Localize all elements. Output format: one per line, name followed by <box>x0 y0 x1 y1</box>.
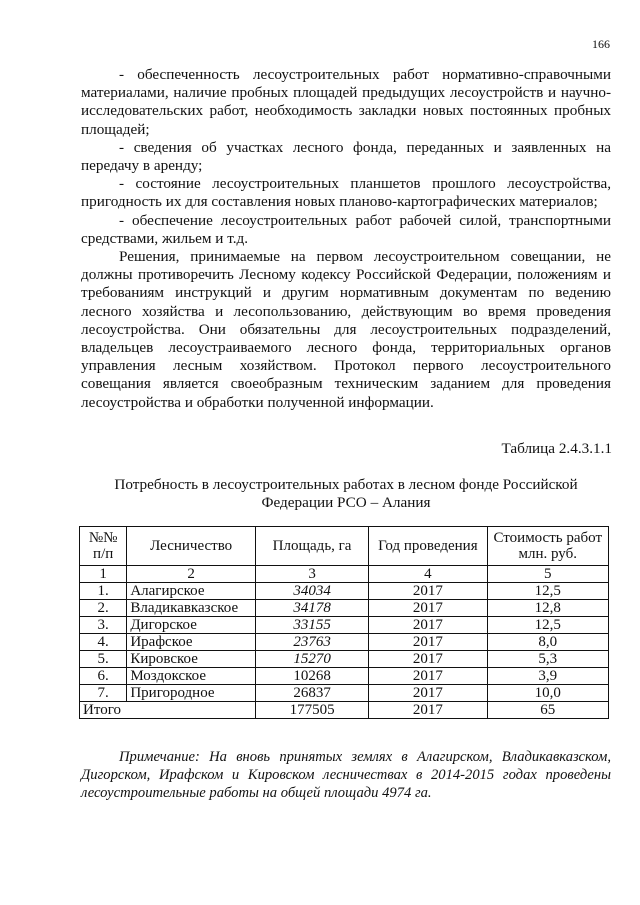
row-cost: 12,5 <box>487 583 608 600</box>
column-number: 1 <box>80 566 127 583</box>
row-year: 2017 <box>369 617 487 634</box>
table-row <box>80 600 609 617</box>
row-cost: 10,0 <box>487 685 608 702</box>
table-caption-line: Потребность в лесоустроительных работах в лесном фонде Российской <box>114 476 578 493</box>
row-year: 2017 <box>369 634 487 651</box>
row-cost: 12,8 <box>487 600 608 617</box>
header-num-line1: №№ <box>88 530 118 546</box>
table-note <box>81 748 611 802</box>
row-area: 33155 <box>255 617 368 634</box>
row-cost: 5,3 <box>487 651 608 668</box>
row-num: 1. <box>80 583 127 600</box>
total-label: Итого <box>80 702 256 719</box>
header-num-line2: п/п <box>93 546 114 562</box>
total-area: 177505 <box>255 702 368 719</box>
table-row <box>80 651 609 668</box>
column-number: 2 <box>127 566 256 583</box>
row-year: 2017 <box>369 600 487 617</box>
table-caption-line: Федерации РСО – Алания <box>261 494 431 511</box>
table-row <box>80 668 609 685</box>
row-area: 15270 <box>255 651 368 668</box>
note-text: Примечание: На вновь принятых землях в Алагирском, Владикавказском, Дигорском, Ирафском и Кировском лесничествах в 2014-2015 годах проведены лесоустроительные работы на общей площади 4974 га. <box>81 749 611 801</box>
table-row <box>80 685 609 702</box>
row-area: 23763 <box>255 634 368 651</box>
row-area: 10268 <box>255 668 368 685</box>
row-cost: 8,0 <box>487 634 608 651</box>
row-forestry: Кировское <box>127 651 256 668</box>
row-num: 4. <box>80 634 127 651</box>
table-label: Таблица 2.4.3.1.1 <box>501 440 612 457</box>
header-cost <box>487 527 608 566</box>
row-year: 2017 <box>369 583 487 600</box>
table-row <box>80 583 609 600</box>
row-cost: 12,5 <box>487 617 608 634</box>
header-year: Год проведения <box>369 527 487 566</box>
row-forestry: Алагирское <box>127 583 256 600</box>
header-cost-line2: млн. руб. <box>518 546 577 562</box>
paragraph: - сведения об участках лесного фонда, переданных и заявленных на передачу в аренду; <box>81 138 611 175</box>
header-area: Площадь, га <box>255 527 368 566</box>
row-num: 5. <box>80 651 127 668</box>
header-forestry: Лесничество <box>127 527 256 566</box>
paragraph: - обеспеченность лесоустроительных работ нормативно-справочными материалами, наличие пробных площадей предыдущих лесоустройств и научно-исследовательских работ, необходимость закладки новых постоянных пробных площадей; <box>81 66 611 138</box>
row-area: 34034 <box>255 583 368 600</box>
body-text <box>81 66 611 412</box>
header-num <box>80 527 127 566</box>
row-cost: 3,9 <box>487 668 608 685</box>
table-header-row <box>80 527 609 566</box>
page-number: 166 <box>592 37 610 51</box>
header-cost-line1: Стоимость работ <box>493 530 603 546</box>
column-number: 4 <box>369 566 487 583</box>
paragraph: - обеспечение лесоустроительных работ рабочей силой, транспортными средствами, жильем и т.д. <box>81 211 611 247</box>
row-area: 26837 <box>255 685 368 702</box>
row-forestry: Ирафское <box>127 634 256 651</box>
column-number-row <box>80 566 609 583</box>
table-caption <box>81 476 611 512</box>
table-total-row <box>80 702 609 719</box>
row-year: 2017 <box>369 668 487 685</box>
paragraph: Решения, принимаемые на первом лесоустроительном совещании, не должны противоречить Лесному кодексу Российской Федерации, положениям и требованиям инструкций и другим нормативным документам по ведению лесного хозяйства и лесопользованию, действующим во время проведения лесоустройства. Они обязательны для лесоустроительных подразделений, владельцев лесоустраиваемого лесного фонда, территориальных органов управления лесным хозяйством. Протокол первого лесоустроительного совещания является своеобразным техническим заданием для проведения лесоустройства и обработки полученной информации. <box>81 248 611 411</box>
row-year: 2017 <box>369 651 487 668</box>
row-num: 6. <box>80 668 127 685</box>
row-year: 2017 <box>369 685 487 702</box>
row-area: 34178 <box>255 600 368 617</box>
total-year: 2017 <box>369 702 487 719</box>
row-forestry: Владикавказское <box>127 600 256 617</box>
column-number: 5 <box>487 566 608 583</box>
table-row <box>80 634 609 651</box>
row-num: 3. <box>80 617 127 634</box>
table-row <box>80 617 609 634</box>
row-forestry: Пригородное <box>127 685 256 702</box>
row-forestry: Моздокское <box>127 668 256 685</box>
column-number: 3 <box>255 566 368 583</box>
paragraph: - состояние лесоустроительных планшетов прошлого лесоустройства, пригодность их для составления новых планово-картографических материалов; <box>81 175 611 211</box>
forestry-table <box>79 526 609 719</box>
total-cost: 65 <box>487 702 608 719</box>
row-forestry: Дигорское <box>127 617 256 634</box>
row-num: 7. <box>80 685 127 702</box>
row-num: 2. <box>80 600 127 617</box>
